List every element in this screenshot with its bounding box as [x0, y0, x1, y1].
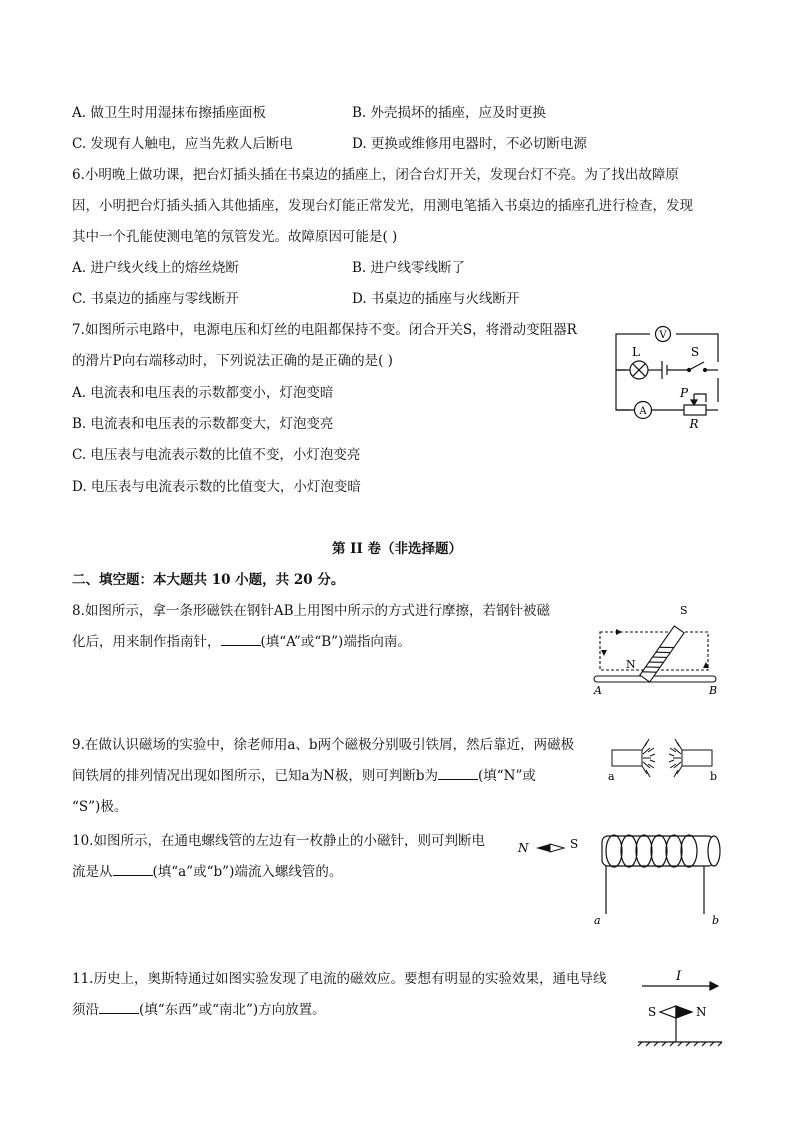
q7-option-c: C. 电压表与电流表示数的比值不变，小灯泡变亮 — [72, 447, 361, 463]
q5-option-d: D. 更换或维修用电器时，不必切断电源 — [352, 136, 587, 152]
q5-option-b: B. 外壳损坏的插座，应及时更换 — [352, 105, 547, 121]
q9-fig-b-label: b — [710, 770, 718, 783]
q7-fig-lamp-label: L — [632, 345, 640, 359]
q9-stem-line3: “S”)极。 — [72, 799, 128, 815]
q6-option-d: D. 书桌边的插座与火线断开 — [352, 291, 520, 307]
q10-fig-s-label: S — [570, 837, 579, 851]
q6-option-c: C. 书桌边的插座与零线断开 — [72, 291, 239, 307]
q7-stem-line2: 的滑片P向右端移动时，下列说法正确的是正确的是( ) — [72, 353, 393, 369]
q7-option-a: A. 电流表和电压表的示数都变小，灯泡变暗 — [72, 385, 334, 401]
q9-text-after-blank: (填“N”或 — [478, 768, 536, 784]
q10-fig-n-label: N — [518, 841, 529, 855]
q7-fig-switch-label: S — [690, 345, 700, 359]
q9-fig-a-label: a — [608, 770, 615, 783]
q5-option-c: C. 发现有人触电，应当先救人后断电 — [72, 136, 293, 152]
q7-fig-rheostat-label: R — [689, 417, 699, 431]
q8-stem-line1: 8.如图所示，拿一条形磁铁在钢针AB上用图中所示的方式进行摩擦，若钢针被磁 — [72, 603, 551, 619]
q9-iron-filings-figure — [606, 736, 716, 782]
q6-stem-line1: 6.小明晚上做功课，把台灯插头插在书桌边的插座上，闭合台灯开关，发现台灯不亮。为了找出故障原 — [72, 167, 679, 183]
q10-fig-b-label: b — [712, 914, 720, 927]
q10-compass-figure — [514, 838, 584, 858]
q7-option-b: B. 电流表和电压表的示数都变大，灯泡变亮 — [72, 416, 334, 432]
q11-fig-current-label: I — [676, 969, 682, 984]
q11-text-before-blank: 须沿 — [72, 1002, 99, 1018]
q5-option-a: A. 做卫生时用湿抹布擦插座面板 — [72, 105, 266, 121]
q10-text-before-blank: 流是从 — [72, 864, 113, 880]
q6-stem-line2: 因，小明把台灯插头插入其他插座，发现台灯能正常发光，用测电笔插入书桌边的插座孔进行检查，发现 — [72, 198, 693, 214]
q9-stem-line1: 9.在做认识磁场的实验中，徐老师用a、b两个磁极分别吸引铁屑，然后靠近，两磁极 — [72, 737, 575, 753]
q7-fig-ammeter-label: A — [639, 406, 647, 417]
q11-fig-s-label: S — [648, 1005, 657, 1019]
q10-stem-line1: 10.如图所示，在通电螺线管的左边有一枚静止的小磁针，则可判断电 — [72, 833, 485, 849]
q6-stem-line3: 其中一个孔能使测电笔的氖管发光。故障原因可能是( ) — [72, 229, 398, 245]
q8-fig-s-label: S — [680, 604, 688, 617]
q9-answer-blank[interactable] — [438, 767, 478, 780]
q7-option-d: D. 电压表与电流表示数的比值变大，小灯泡变暗 — [72, 479, 361, 495]
q8-fig-a-label: A — [594, 684, 602, 697]
q8-fig-n-label: N — [626, 658, 636, 671]
q10-solenoid-figure — [592, 828, 722, 928]
q6-option-a: A. 进户线火线上的熔丝烧断 — [72, 260, 239, 276]
q7-stem-line1: 7.如图所示电路中，电源电压和灯丝的电阻都保持不变。闭合开关S，将滑动变阻器R — [72, 322, 577, 338]
q8-text-before-blank: 化后，用来制作指南针， — [72, 634, 221, 650]
section-title: 第 II 卷（非选择题） — [331, 541, 463, 557]
q6-option-b: B. 进户线零线断了 — [352, 260, 466, 276]
q10-text-after-blank: (填“a”或“b”)端流入螺线管的。 — [152, 864, 343, 880]
q10-stem-line2 — [72, 863, 342, 881]
q8-text-after-blank: (填“A”或“B”)端指向南。 — [260, 634, 411, 650]
q9-stem-line2 — [72, 767, 536, 785]
q11-oersted-figure — [636, 966, 726, 1046]
section-heading: 二、填空题：本大题共 10 小题，共 20 分。 — [72, 572, 345, 588]
q8-magnet-figure — [592, 604, 722, 697]
q11-stem-line1: 11.历史上，奥斯特通过如图实验发现了电流的磁效应。要想有明显的实验效果，通电导线 — [72, 971, 607, 987]
q10-answer-blank[interactable] — [113, 863, 153, 876]
q11-answer-blank[interactable] — [99, 1001, 139, 1014]
q11-fig-n-label: N — [696, 1005, 707, 1019]
q9-text-before-blank: 间铁屑的排列情况出现如图所示，已知a为N极，则可判断b为 — [72, 768, 439, 784]
q11-text-after-blank: (填“东西”或“南北”)方向放置。 — [139, 1002, 326, 1018]
q7-fig-slider-label: P — [679, 386, 689, 400]
q10-fig-a-label: a — [594, 914, 601, 927]
q7-fig-voltmeter-label: V — [659, 330, 667, 341]
q7-circuit-diagram — [606, 326, 726, 431]
q8-answer-blank[interactable] — [221, 633, 261, 646]
q8-stem-line2 — [72, 633, 411, 651]
q11-stem-line2 — [72, 1001, 326, 1019]
q8-fig-b-label: B — [709, 684, 718, 697]
